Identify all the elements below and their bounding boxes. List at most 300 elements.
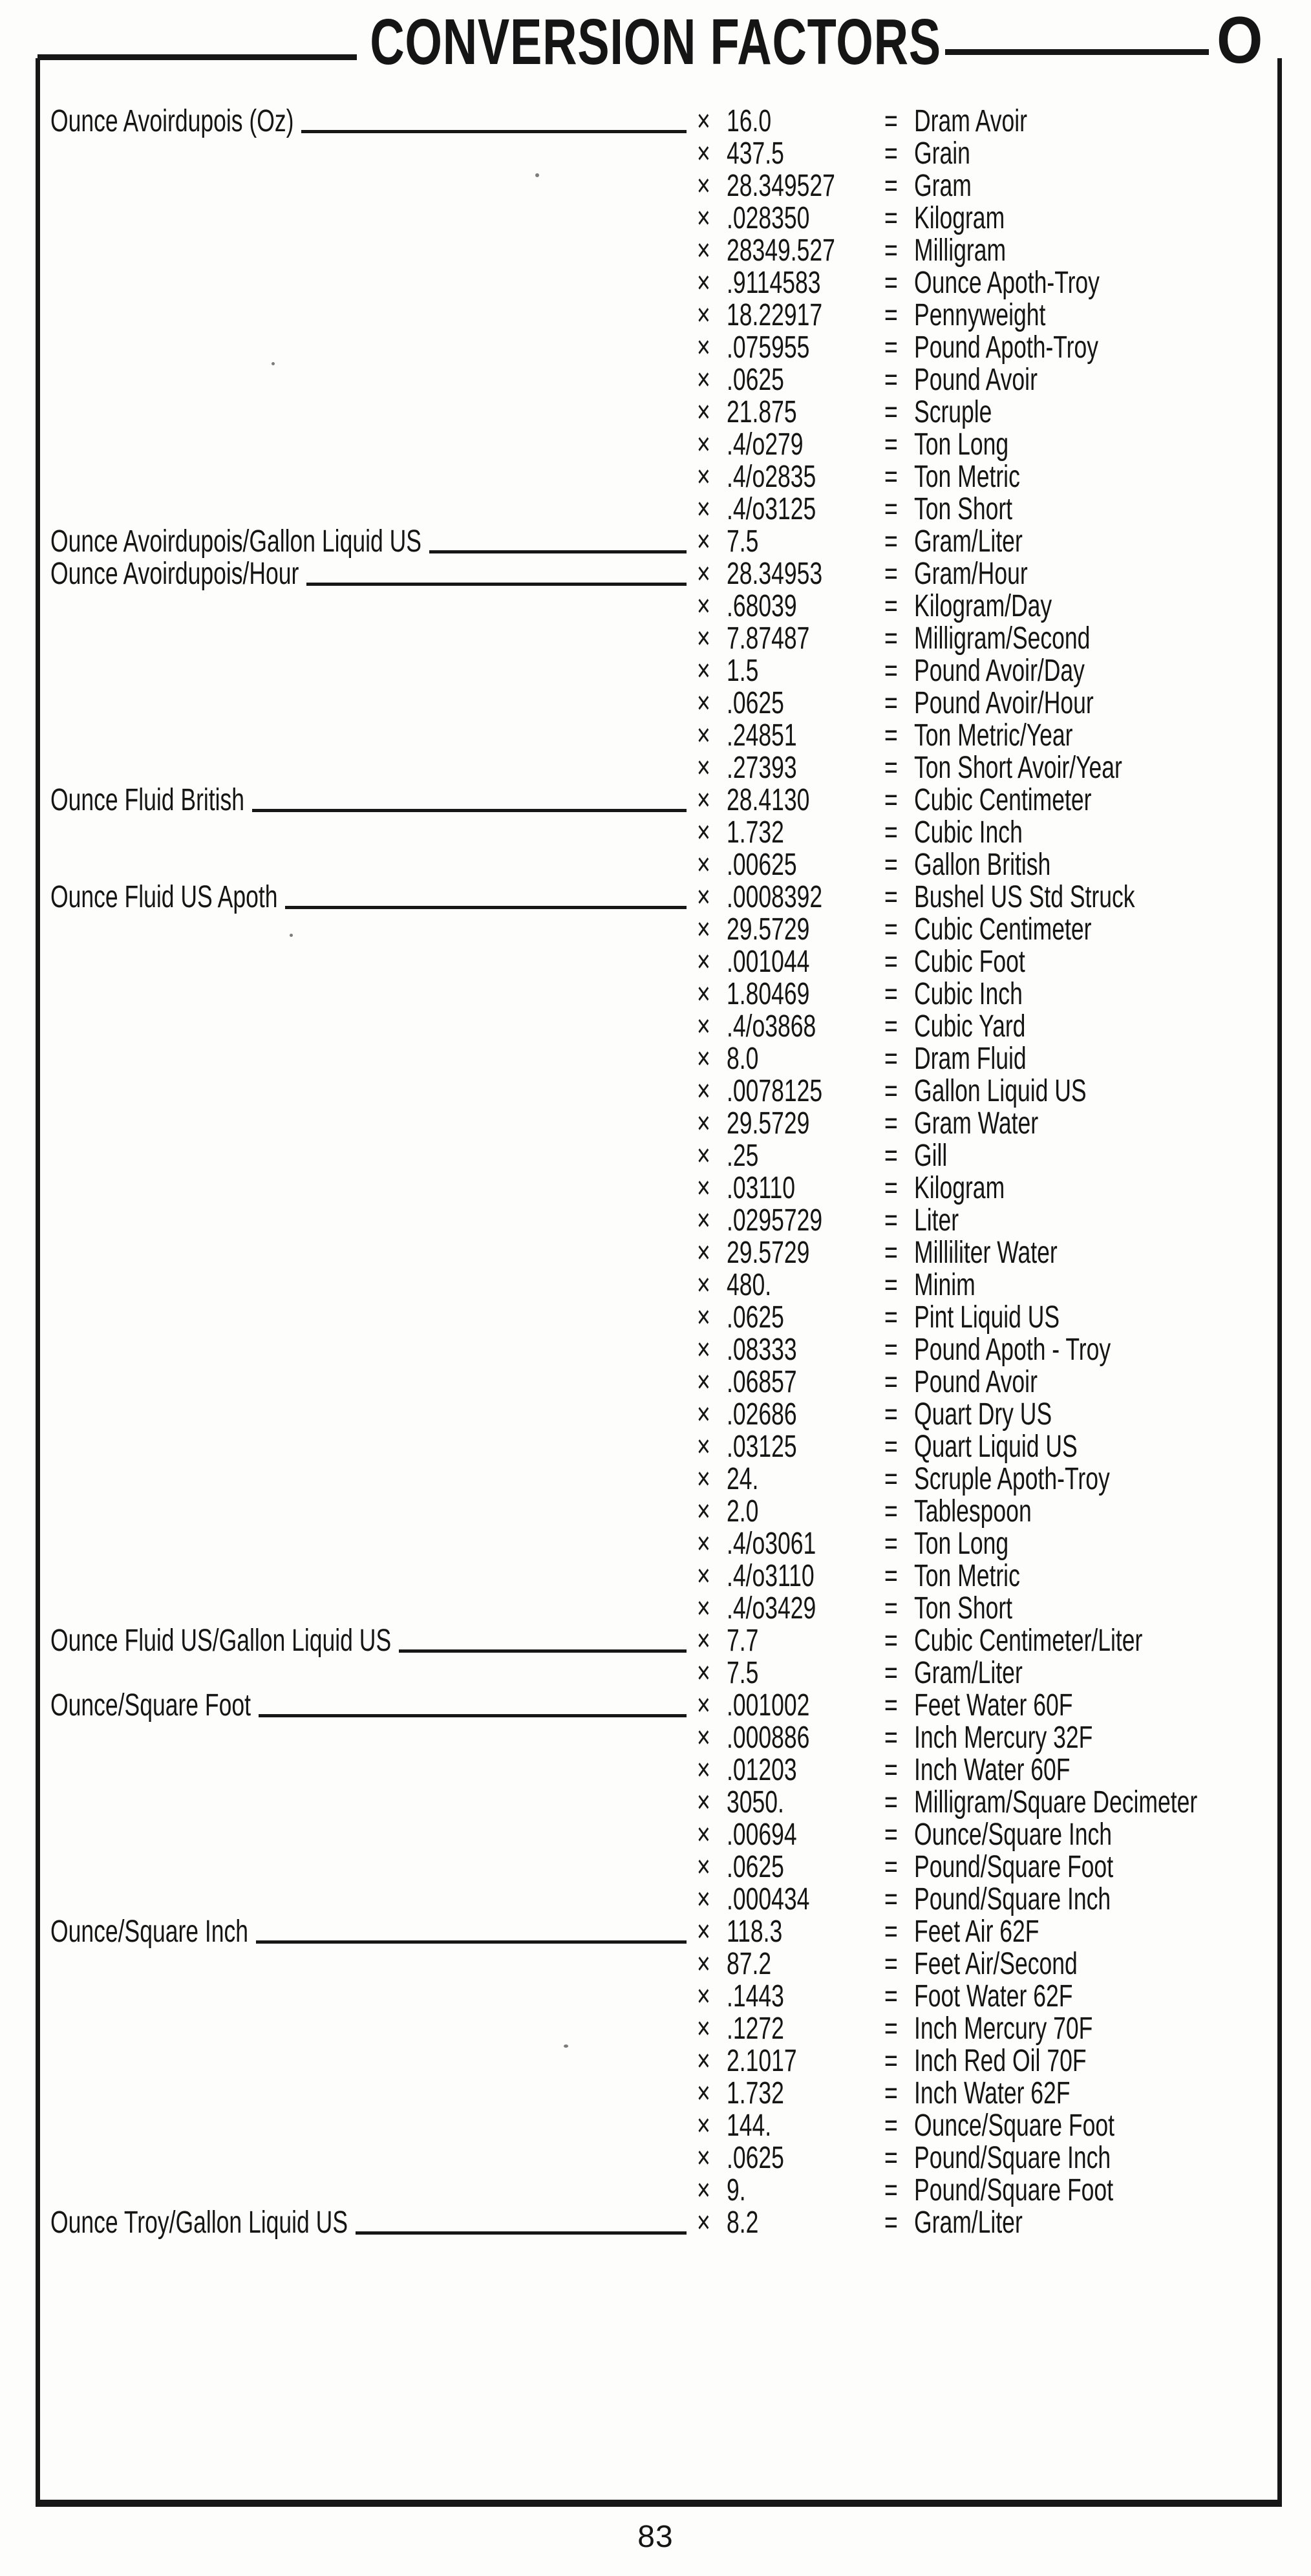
result-value: Pound Apoth-Troy [914,330,1098,365]
factor-value: 480. [727,1268,772,1302]
factor-value: .000886 [727,1721,810,1755]
multiply-sign: × [697,880,710,914]
equals-sign: = [884,1042,898,1076]
multiply-sign: × [697,201,710,235]
table-row [0,1172,1311,1205]
result-value: Pint Liquid US [914,1300,1060,1335]
label-leader-line [252,809,687,812]
result-value: Gallon British [914,848,1051,882]
equals-sign: = [884,2044,898,2078]
multiply-sign: × [697,492,710,526]
table-row [0,202,1311,235]
result-value: Gallon Liquid US [914,1074,1087,1108]
table-row [0,946,1311,978]
factor-value: 3050. [727,1785,784,1819]
table-row [0,2045,1311,2077]
multiply-sign: × [697,1785,710,1819]
multiply-sign: × [697,1559,710,1593]
table-row [0,1366,1311,1399]
result-value: Cubic Inch [914,977,1023,1011]
multiply-sign: × [697,1365,710,1399]
equals-sign: = [884,1624,898,1658]
scan-speck [535,173,539,177]
factor-value: .00625 [727,848,797,882]
row-label: Ounce Fluid US/Gallon Liquid US [50,1624,392,1658]
factor-value: .00694 [727,1818,797,1852]
equals-sign: = [884,363,898,397]
factor-value: .0625 [727,1300,784,1335]
result-value: Ton Metric [914,1559,1020,1593]
result-value: Ounce/Square Foot [914,2109,1115,2143]
multiply-sign: × [697,136,710,171]
equals-sign: = [884,718,898,753]
multiply-sign: × [697,1882,710,1916]
equals-sign: = [884,1494,898,1529]
factor-value: 1.5 [727,654,759,688]
multiply-sign: × [697,1527,710,1561]
multiply-sign: × [697,1042,710,1076]
factor-value: .075955 [727,330,810,365]
result-value: Pound Avoir [914,363,1038,397]
factor-value: .4/o2835 [727,460,816,494]
equals-sign: = [884,492,898,526]
multiply-sign: × [697,1915,710,1949]
table-row [0,1011,1311,1043]
result-value: Pound Apoth - Troy [914,1333,1111,1367]
multiply-sign: × [697,1171,710,1205]
equals-sign: = [884,1430,898,1464]
result-value: Dram Fluid [914,1042,1027,1076]
equals-sign: = [884,815,898,850]
equals-sign: = [884,524,898,559]
section-letter: O [1217,3,1263,77]
multiply-sign: × [697,2109,710,2143]
multiply-sign: × [697,233,710,268]
factor-value: 1.732 [727,815,784,850]
table-row [0,1690,1311,1722]
result-value: Pound Avoir/Day [914,654,1085,688]
row-label: Ounce Fluid British [50,783,245,817]
result-value: Gram Water [914,1106,1039,1141]
multiply-sign: × [697,1818,710,1852]
equals-sign: = [884,266,898,300]
factor-value: .4/o3061 [727,1527,816,1561]
multiply-sign: × [697,298,710,332]
equals-sign: = [884,427,898,462]
equals-sign: = [884,945,898,979]
result-value: Bushel US Std Struck [914,880,1135,914]
multiply-sign: × [697,848,710,882]
equals-sign: = [884,1074,898,1108]
factor-value: .028350 [727,201,810,235]
factor-value: .001002 [727,1688,810,1723]
table-row [0,2142,1311,2174]
multiply-sign: × [697,330,710,365]
factor-value: .1272 [727,2012,784,2046]
factor-value: .03125 [727,1430,797,1464]
result-value: Gill [914,1139,948,1173]
row-label: Ounce Avoirdupois/Gallon Liquid US [50,524,421,559]
scan-speck [272,362,275,365]
equals-sign: = [884,1850,898,1884]
table-row [0,1431,1311,1463]
table-row [0,105,1311,138]
result-value: Milliliter Water [914,1236,1058,1270]
equals-sign: = [884,621,898,656]
result-value: Scruple [914,395,992,429]
table-row [0,396,1311,429]
label-leader-line [306,583,687,586]
equals-sign: = [884,2141,898,2175]
page-title: CONVERSION FACTORS [370,6,941,78]
table-row [0,590,1311,623]
equals-sign: = [884,1785,898,1819]
result-value: Grain [914,136,970,171]
result-value: Gram/Liter [914,1656,1023,1690]
equals-sign: = [884,1139,898,1173]
table-row [0,235,1311,267]
factor-value: 7.5 [727,524,759,559]
result-value: Cubic Yard [914,1009,1026,1044]
factor-value: 29.5729 [727,912,810,947]
label-leader-line [285,906,687,909]
factor-value: 1.732 [727,2076,784,2110]
multiply-sign: × [697,2173,710,2207]
table-row [0,1399,1311,1431]
multiply-sign: × [697,1074,710,1108]
equals-sign: = [884,751,898,785]
equals-sign: = [884,2109,898,2143]
table-row [0,1916,1311,1948]
equals-sign: = [884,2173,898,2207]
multiply-sign: × [697,266,710,300]
scan-speck [564,2045,568,2048]
label-leader-line [301,130,687,133]
table-row [0,1819,1311,1851]
factor-value: .68039 [727,589,797,623]
table-row [0,1593,1311,1625]
equals-sign: = [884,1947,898,1981]
equals-sign: = [884,1753,898,1787]
table-row [0,429,1311,461]
result-value: Ton Metric/Year [914,718,1073,753]
table-row [0,1625,1311,1657]
result-value: Inch Water 62F [914,2076,1071,2110]
result-value: Inch Mercury 32F [914,1721,1093,1755]
equals-sign: = [884,1688,898,1723]
table-row [0,1560,1311,1593]
equals-sign: = [884,1171,898,1205]
table-row [0,817,1311,849]
equals-sign: = [884,169,898,203]
table-row [0,1754,1311,1787]
result-value: Gram/Hour [914,557,1028,591]
equals-sign: = [884,233,898,268]
factor-value: .001044 [727,945,810,979]
table-row [0,2174,1311,2207]
multiply-sign: × [697,1106,710,1141]
result-value: Pound Avoir [914,1365,1038,1399]
table-row [0,1075,1311,1108]
equals-sign: = [884,1365,898,1399]
table-row [0,2110,1311,2142]
factor-value: .24851 [727,718,797,753]
equals-sign: = [884,1462,898,1496]
equals-sign: = [884,1236,898,1270]
result-value: Kilogram [914,1171,1005,1205]
factor-value: .9114583 [727,266,821,300]
table-row [0,1043,1311,1075]
equals-sign: = [884,1333,898,1367]
row-label: Ounce/Square Foot [50,1688,251,1723]
factor-value: 118.3 [727,1915,783,1949]
conversion-table [0,105,1311,2239]
multiply-sign: × [697,1591,710,1626]
factor-value: .0625 [727,2141,784,2175]
multiply-sign: × [697,104,710,138]
table-row [0,1884,1311,1916]
multiply-sign: × [697,395,710,429]
result-value: Pound/Square Foot [914,2173,1114,2207]
equals-sign: = [884,1818,898,1852]
result-value: Kilogram [914,201,1005,235]
table-row [0,1851,1311,1884]
table-row [0,881,1311,914]
result-value: Ton Short [914,1591,1013,1626]
equals-sign: = [884,1268,898,1302]
table-row [0,1463,1311,1496]
table-row [0,1302,1311,1334]
result-value: Feet Air/Second [914,1947,1078,1981]
equals-sign: = [884,654,898,688]
equals-sign: = [884,1300,898,1335]
factor-value: .0295729 [727,1203,823,1238]
multiply-sign: × [697,1139,710,1173]
multiply-sign: × [697,1688,710,1723]
result-value: Ton Short [914,492,1013,526]
factor-value: 8.0 [727,1042,759,1076]
result-value: Feet Air 62F [914,1915,1039,1949]
multiply-sign: × [697,363,710,397]
table-row [0,558,1311,590]
table-row [0,914,1311,946]
equals-sign: = [884,1106,898,1141]
multiply-sign: × [697,1430,710,1464]
result-value: Cubic Centimeter/Liter [914,1624,1143,1658]
factor-value: .03110 [727,1171,796,1205]
row-label: Ounce Troy/Gallon Liquid US [50,2206,348,2240]
table-row [0,1334,1311,1366]
factor-value: .4/o3868 [727,1009,816,1044]
result-value: Minim [914,1268,975,1302]
multiply-sign: × [697,1850,710,1884]
equals-sign: = [884,1203,898,1238]
result-value: Milligram/Second [914,621,1091,656]
table-row [0,1657,1311,1690]
factor-value: 144. [727,2109,772,2143]
result-value: Ounce Apoth-Troy [914,266,1100,300]
label-leader-line [429,550,687,553]
factor-value: 18.22917 [727,298,823,332]
factor-value: .02686 [727,1397,797,1432]
equals-sign: = [884,783,898,817]
equals-sign: = [884,686,898,720]
equals-sign: = [884,1009,898,1044]
factor-value: .0078125 [727,1074,823,1108]
multiply-sign: × [697,912,710,947]
multiply-sign: × [697,718,710,753]
table-row [0,1108,1311,1140]
equals-sign: = [884,1979,898,2013]
multiply-sign: × [697,2044,710,2078]
factor-value: 21.875 [727,395,797,429]
factor-value: 1.80469 [727,977,810,1011]
result-value: Milligram [914,233,1007,268]
row-label: Ounce Fluid US Apoth [50,880,278,914]
table-row [0,2207,1311,2239]
multiply-sign: × [697,1753,710,1787]
row-label: Ounce Avoirdupois (Oz) [50,104,294,138]
table-row [0,1237,1311,1269]
multiply-sign: × [697,1624,710,1658]
equals-sign: = [884,1559,898,1593]
factor-value: 9. [727,2173,746,2207]
multiply-sign: × [697,589,710,623]
factor-value: .0625 [727,363,784,397]
equals-sign: = [884,1915,898,1949]
factor-value: 28.4130 [727,783,810,817]
factor-value: 437.5 [727,136,784,171]
factor-value: .08333 [727,1333,797,1367]
result-value: Cubic Foot [914,945,1025,979]
table-row [0,332,1311,364]
table-row [0,849,1311,881]
label-leader-line [256,1940,687,1944]
equals-sign: = [884,2012,898,2046]
result-value: Kilogram/Day [914,589,1052,623]
table-row [0,1140,1311,1172]
page-number: 83 [637,2520,674,2554]
factor-value: .27393 [727,751,797,785]
result-value: Quart Dry US [914,1397,1052,1432]
table-row [0,138,1311,170]
equals-sign: = [884,1656,898,1690]
result-value: Quart Liquid US [914,1430,1078,1464]
table-row [0,784,1311,817]
equals-sign: = [884,201,898,235]
multiply-sign: × [697,2076,710,2110]
result-value: Tablespoon [914,1494,1032,1529]
factor-value: .0625 [727,686,784,720]
factor-value: 28.349527 [727,169,835,203]
result-value: Milligram/Square Decimeter [914,1785,1198,1819]
result-value: Pennyweight [914,298,1046,332]
factor-value: .0008392 [727,880,823,914]
result-value: Ton Short Avoir/Year [914,751,1122,785]
equals-sign: = [884,2206,898,2240]
equals-sign: = [884,977,898,1011]
table-row [0,461,1311,493]
label-leader-line [399,1649,687,1653]
result-value: Gram [914,169,972,203]
table-row [0,687,1311,720]
row-label: Ounce Avoirdupois/Hour [50,557,299,591]
multiply-sign: × [697,1268,710,1302]
factor-value: .01203 [727,1753,797,1787]
table-row [0,1205,1311,1237]
result-value: Pound/Square Inch [914,1882,1111,1916]
equals-sign: = [884,557,898,591]
equals-sign: = [884,1397,898,1432]
multiply-sign: × [697,977,710,1011]
multiply-sign: × [697,621,710,656]
multiply-sign: × [697,654,710,688]
multiply-sign: × [697,2141,710,2175]
table-row [0,267,1311,299]
factor-value: 2.1017 [727,2044,797,2078]
factor-value: 7.7 [727,1624,759,1658]
table-row [0,493,1311,526]
equals-sign: = [884,912,898,947]
factor-value: .06857 [727,1365,797,1399]
result-value: Cubic Centimeter [914,783,1092,817]
multiply-sign: × [697,1009,710,1044]
table-row [0,720,1311,752]
equals-sign: = [884,298,898,332]
factor-value: 28.34953 [727,557,823,591]
equals-sign: = [884,848,898,882]
table-row [0,526,1311,558]
table-row [0,1269,1311,1302]
equals-sign: = [884,460,898,494]
factor-value: 7.5 [727,1656,759,1690]
table-row [0,623,1311,655]
factor-value: 29.5729 [727,1236,810,1270]
factor-value: .4/o279 [727,427,804,462]
factor-value: .4/o3110 [727,1559,815,1593]
result-value: Gram/Liter [914,2206,1023,2240]
table-row [0,2013,1311,2045]
title-rule-right [945,49,1209,55]
result-value: Inch Red Oil 70F [914,2044,1087,2078]
factor-value: .000434 [727,1882,810,1916]
result-value: Inch Water 60F [914,1753,1071,1787]
table-row [0,299,1311,332]
multiply-sign: × [697,2012,710,2046]
factor-value: 2.0 [727,1494,759,1529]
result-value: Foot Water 62F [914,1979,1073,2013]
label-leader-line [356,2231,687,2235]
multiply-sign: × [697,686,710,720]
result-value: Ton Long [914,1527,1009,1561]
multiply-sign: × [697,524,710,559]
factor-value: .4/o3125 [727,492,816,526]
multiply-sign: × [697,2206,710,2240]
result-value: Inch Mercury 70F [914,2012,1093,2046]
multiply-sign: × [697,1462,710,1496]
equals-sign: = [884,1527,898,1561]
result-value: Pound/Square Foot [914,1850,1114,1884]
multiply-sign: × [697,1333,710,1367]
multiply-sign: × [697,945,710,979]
result-value: Cubic Centimeter [914,912,1092,947]
multiply-sign: × [697,815,710,850]
equals-sign: = [884,2076,898,2110]
factor-value: 7.87487 [727,621,810,656]
multiply-sign: × [697,460,710,494]
result-value: Pound/Square Inch [914,2141,1111,2175]
factor-value: .0625 [727,1850,784,1884]
